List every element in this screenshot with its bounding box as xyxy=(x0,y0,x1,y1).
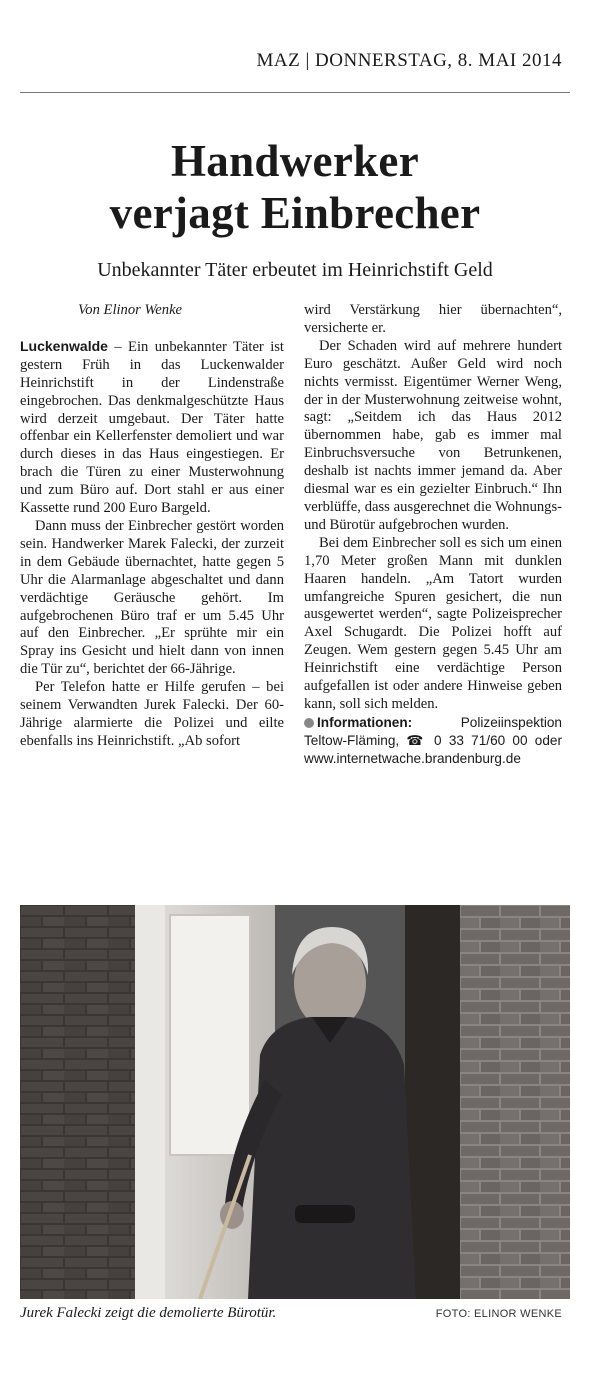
paragraph-2: Dann muss der Einbrecher gestört worden sein. Handwerker Marek Falecki, der zurzeit in dem Gebäude übernachtet, hatte gegen 5 Uhr die Alarmanlage abgeschaltet und dann verdächtige Geräusche gehört. Im aufgebrochenen Büro traf er um 5.45 Uhr auf den Einbrecher. „Er sprühte mir ein Spray ins Gesicht und hielt dann von innen die Tür zu“, berichtet der 66-Jährige. xyxy=(20,517,284,678)
paragraph-3: Per Telefon hatte er Hilfe gerufen – bei seinem Verwandten Jurek Falecki. Der 60-Jährige alarmierte die Polizei und eilte ebenfalls ins Heinrichstift. „Ab sofort xyxy=(20,679,284,749)
paragraph-1 xyxy=(20,338,284,518)
photo-caption: Jurek Falecki zeigt die demolierte Bürotür. xyxy=(20,1305,277,1321)
article-column-right xyxy=(304,302,562,768)
photo-illustration xyxy=(20,905,570,1299)
bullet-icon xyxy=(304,718,314,728)
dateline: Luckenwalde xyxy=(20,337,108,354)
masthead: MAZ | DONNERSTAG, 8. MAI 2014 xyxy=(256,50,562,71)
paragraph-4: wird Verstärkung hier übernachten“, versicherte er. xyxy=(304,302,562,336)
info-line-1: Polizeiinspektion Teltow-Fläming, xyxy=(304,714,562,748)
phone-icon: ☎ xyxy=(406,732,427,748)
article-photo xyxy=(20,905,570,1299)
header-rule xyxy=(20,92,570,93)
byline: Von Elinor Wenke xyxy=(78,302,183,318)
paragraph-5: Der Schaden wird auf mehrere hundert Euro geschätzt. Außer Geld wird noch nichts vermisst. Eigentümer Werner Weng, der in der Musterwohnung zeitweise wohnt, sagt: „Seitdem ich das Haus 2012 übernommen habe, gab es immer mal Einbruchsversuche von Betrunkenen, deshalb ist nachts immer jemand da. Aber diesmal war es ein gezielter Einbruch.“ Ihn verblüffe, dass ausgerechnet die Wohnungs- und Bürotür aufgebrochen wurden. xyxy=(304,337,562,533)
headline-line-2: verjagt Einbrecher xyxy=(109,188,481,238)
info-box xyxy=(304,714,562,768)
info-line-2: 0 33 71/60 00 oder www.internetwache.brandenburg.de xyxy=(304,732,562,766)
info-title: Informationen: xyxy=(317,714,413,730)
photo-credit: FOTO: ELINOR WENKE xyxy=(435,1308,562,1320)
paragraph-1-text: – Ein unbekannter Täter ist gestern Früh in das Luckenwalder Heinrichstift in der Lindenstraße eingebrochen. Das denkmalgeschützte Haus wird derzeit umgebaut. Der Täter hatte offenbar ein Kellerfenster demoliert und war durch dieses in das Haus eingestiegen. Er brach die Türen zu einer Musterwohnung und zum Büro auf. Dort stahl er aus einer Kassette rund 200 Euro Bargeld. xyxy=(20,338,284,517)
paragraph-6: Bei dem Einbrecher soll es sich um einen 1,70 Meter großen Mann mit dunklen Haaren handeln. „Am Tatort wurden umfangreiche Spuren gesichert, die nun ausgewertet werden“, sagte Polizeisprecher Axel Schugardt. Die Polizei hofft auf Zeugen. Wem gestern gegen 5.45 Uhr am Heinrichstift eine verdächtige Person aufgefallen ist oder andere Hinweise geben kann, soll sich melden. xyxy=(304,534,562,712)
headline-line-1: Handwerker xyxy=(171,136,419,186)
headline xyxy=(0,135,590,239)
article-column-left xyxy=(20,302,284,751)
subheadline: Unbekannter Täter erbeutet im Heinrichstift Geld xyxy=(97,259,493,281)
